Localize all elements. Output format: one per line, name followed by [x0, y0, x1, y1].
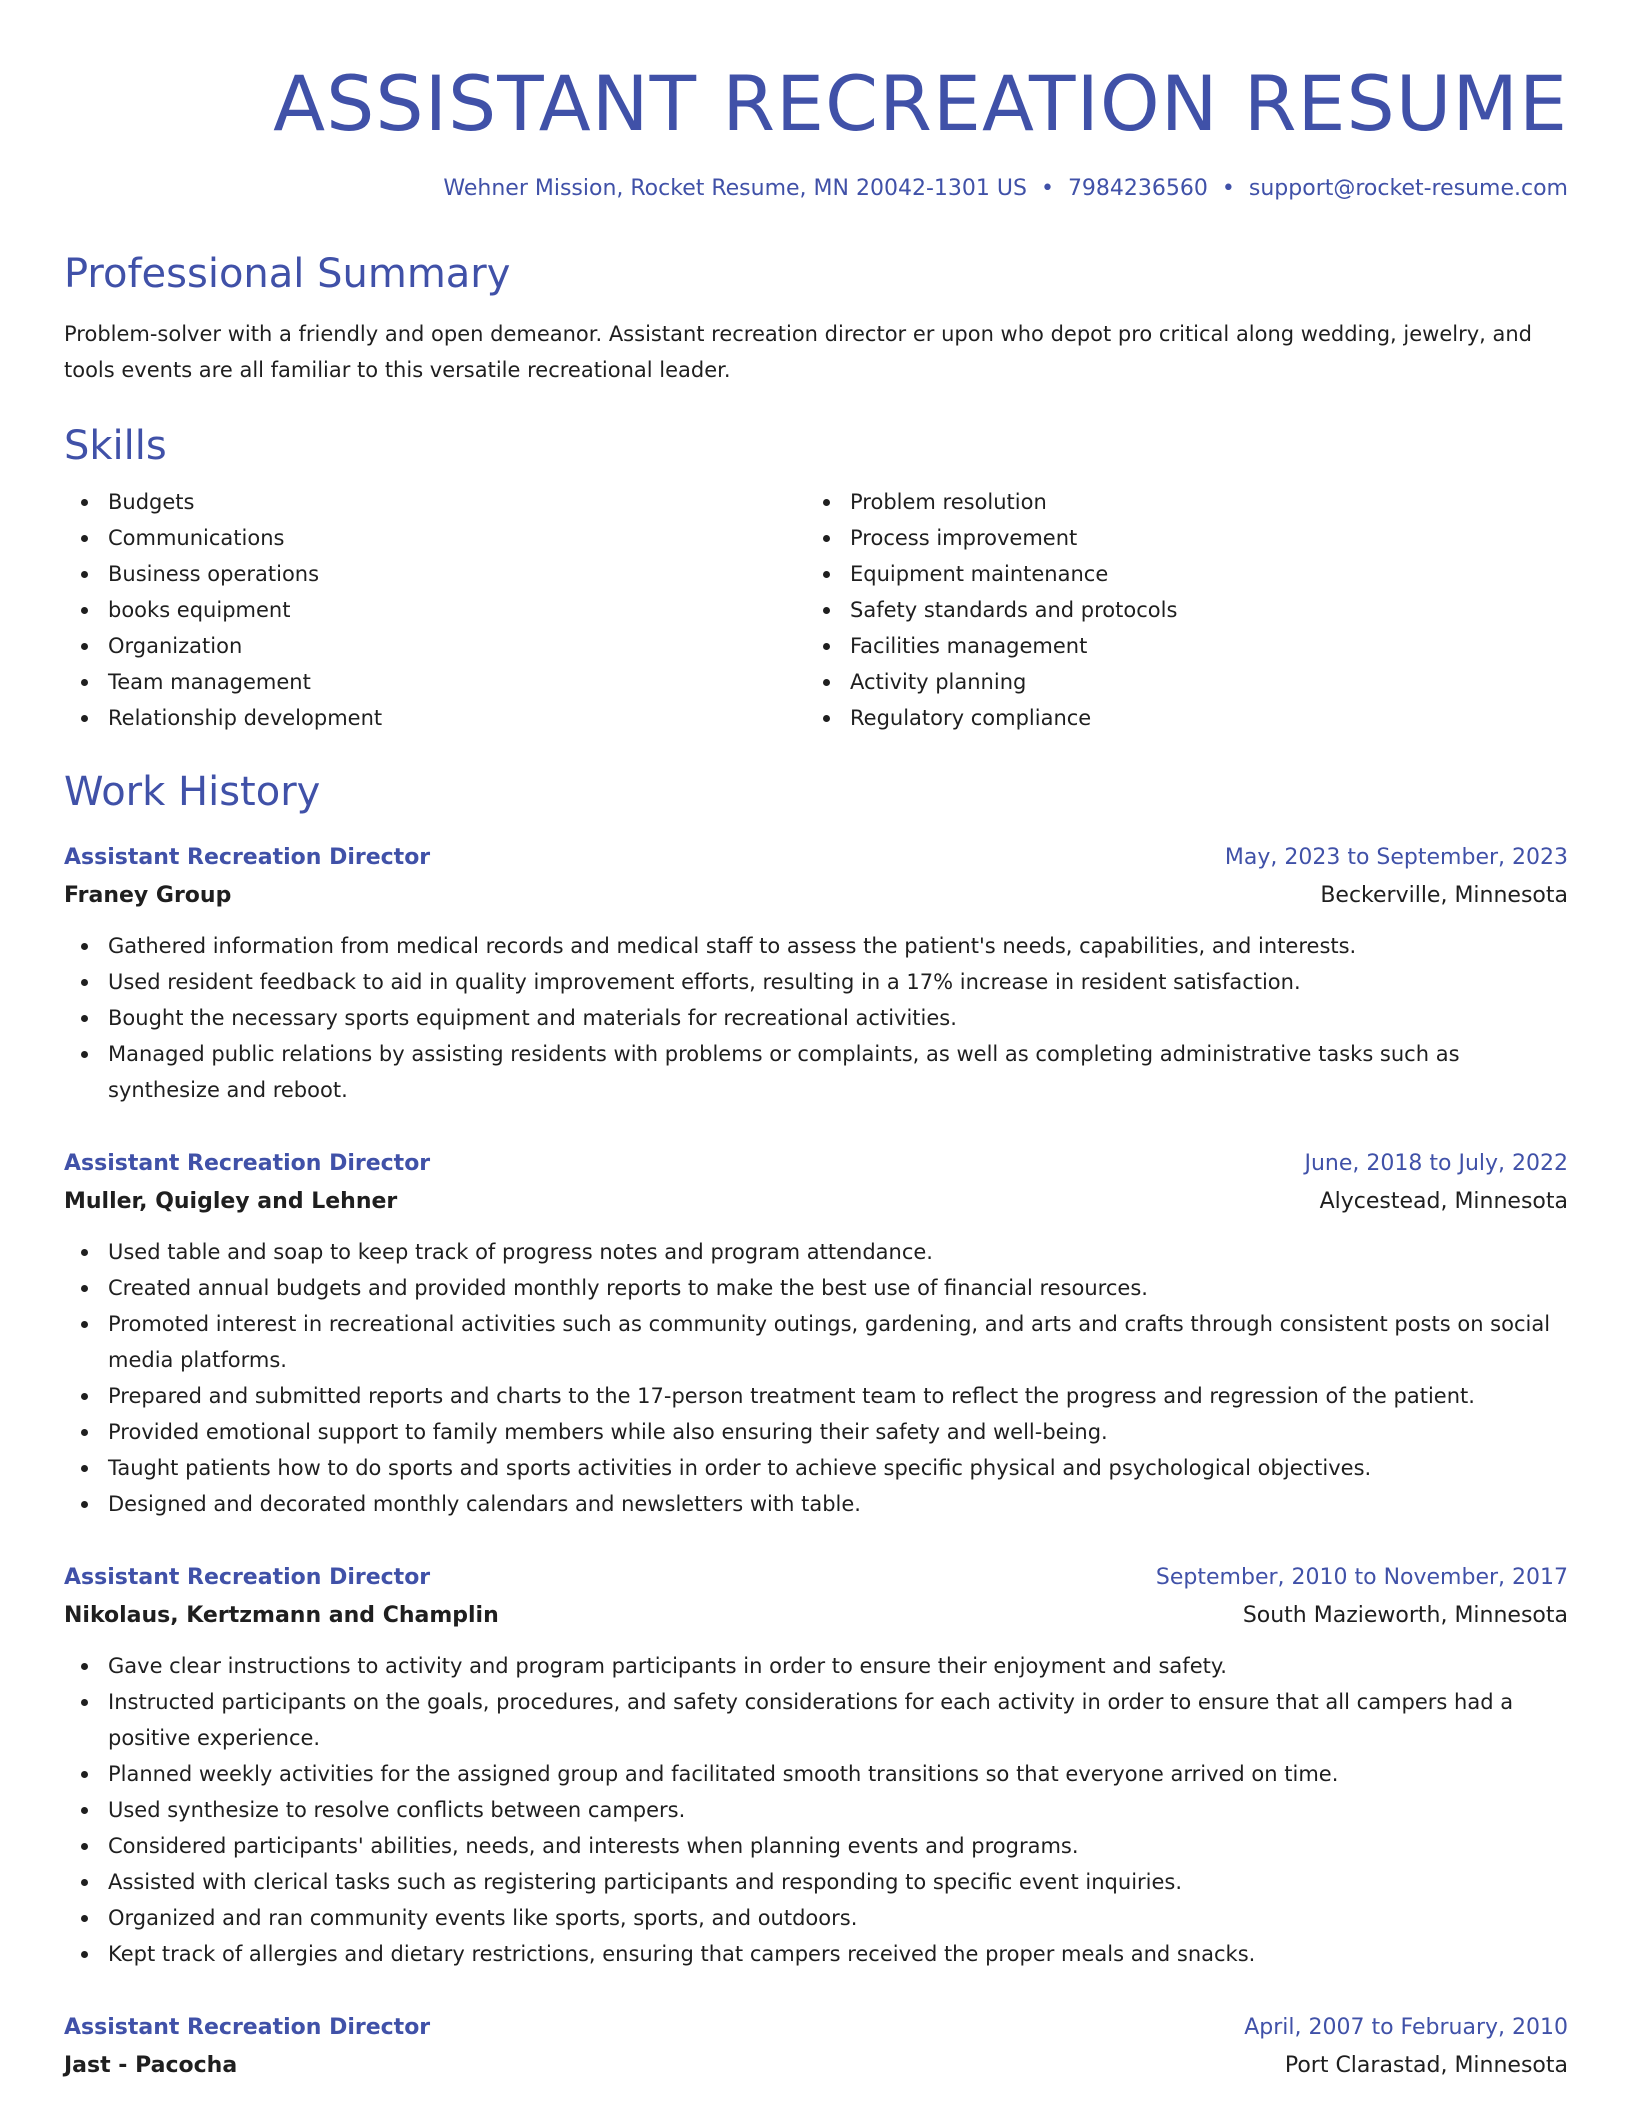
- job-title-row: [64, 1146, 1568, 1182]
- job-title: Assistant Recreation Director: [64, 1565, 431, 1590]
- skill-item: Activity planning: [806, 664, 1548, 700]
- skill-item: Problem resolution: [806, 484, 1548, 520]
- job-title-row: [64, 840, 1568, 876]
- job-title-row: [64, 1560, 1568, 1596]
- job-company: Jast - Pacocha: [64, 2053, 238, 2078]
- job-bullet: Assisted with clerical tasks such as registering participants and responding to specific event inquiries.: [64, 1864, 1568, 1900]
- contact-address: Wehner Mission, Rocket Resume, MN 20042-1301 US: [443, 176, 1027, 201]
- contact-line: [64, 172, 1568, 206]
- job-title-row: [64, 2010, 1568, 2046]
- work-history-heading: Work History: [64, 769, 321, 815]
- job-bullet: Used table and soap to keep track of progress notes and program attendance.: [64, 1234, 1568, 1270]
- job-entry: [64, 1146, 1568, 1522]
- job-company-row: [64, 876, 1568, 916]
- job-dates: June, 2018 to July, 2022: [1304, 1151, 1568, 1176]
- job-bullet: Provided emotional support to family members while also ensuring their safety and well-being.: [64, 1414, 1568, 1450]
- job-entry: [64, 2010, 1568, 2086]
- job-bullet: Bought the necessary sports equipment and materials for recreational activities.: [64, 1000, 1568, 1036]
- skills-list-right: [806, 484, 1548, 736]
- job-bullet: Promoted interest in recreational activities such as community outings, gardening, and arts and crafts through consistent posts on social media platforms.: [64, 1306, 1568, 1378]
- job-bullet: Used synthesize to resolve conflicts between campers.: [64, 1792, 1568, 1828]
- job-company-row: [64, 2046, 1568, 2086]
- skill-item: books equipment: [64, 592, 806, 628]
- skill-item: Team management: [64, 664, 806, 700]
- job-company: Nikolaus, Kertzmann and Champlin: [64, 1603, 499, 1628]
- resume-title: ASSISTANT RECREATION RESUME: [273, 59, 1568, 148]
- skills-list-left: [64, 484, 806, 736]
- job-location: Alycestead, Minnesota: [1319, 1189, 1568, 1214]
- job-company: Franey Group: [64, 883, 232, 908]
- job-entry: [64, 840, 1568, 1108]
- skill-item: Budgets: [64, 484, 806, 520]
- skill-item: Regulatory compliance: [806, 700, 1548, 736]
- job-bullet: Managed public relations by assisting residents with problems or complaints, as well as completing administrative tasks such as synthesize and reboot.: [64, 1036, 1568, 1108]
- job-dates: May, 2023 to September, 2023: [1224, 845, 1568, 870]
- job-location: South Mazieworth, Minnesota: [1242, 1603, 1568, 1628]
- skill-item: Equipment maintenance: [806, 556, 1548, 592]
- contact-separator: •: [1040, 176, 1054, 201]
- job-company-row: [64, 1182, 1568, 1222]
- skill-item: Business operations: [64, 556, 806, 592]
- job-title: Assistant Recreation Director: [64, 1151, 431, 1176]
- job-bullet: Gathered information from medical records and medical staff to assess the patient's needs, capabilities, and interests.: [64, 928, 1568, 964]
- contact-separator: •: [1221, 176, 1235, 201]
- skill-item: Safety standards and protocols: [806, 592, 1548, 628]
- job-bullet: Prepared and submitted reports and charts to the 17-person treatment team to reflect the progress and regression of the patient.: [64, 1378, 1568, 1414]
- job-bullet: Used resident feedback to aid in quality improvement efforts, resulting in a 17% increase in resident satisfaction.: [64, 964, 1568, 1000]
- contact-phone: 7984236560: [1067, 176, 1208, 201]
- job-bullet: Kept track of allergies and dietary restrictions, ensuring that campers received the proper meals and snacks.: [64, 1936, 1568, 1972]
- skills-grid: [64, 484, 1568, 736]
- skill-item: Facilities management: [806, 628, 1548, 664]
- job-title: Assistant Recreation Director: [64, 845, 431, 870]
- job-title: Assistant Recreation Director: [64, 2015, 431, 2040]
- summary-text: Problem-solver with a friendly and open demeanor. Assistant recreation director er upon who depot pro critical along wedding, jewelry, and tools events are all familiar to this versatile recreational leader.: [64, 322, 1532, 382]
- job-bullet: Created annual budgets and provided monthly reports to make the best use of financial resources.: [64, 1270, 1568, 1306]
- skill-item: Organization: [64, 628, 806, 664]
- job-location: Beckerville, Minnesota: [1320, 883, 1568, 908]
- job-bullet: Organized and ran community events like sports, sports, and outdoors.: [64, 1900, 1568, 1936]
- contact-email: support@rocket-resume.com: [1248, 176, 1568, 201]
- skill-item: Relationship development: [64, 700, 806, 736]
- skill-item: Communications: [64, 520, 806, 556]
- job-bullet: Instructed participants on the goals, procedures, and safety considerations for each activity in order to ensure that all campers had a positive experience.: [64, 1684, 1568, 1756]
- job-bullet: Gave clear instructions to activity and program participants in order to ensure their enjoyment and safety.: [64, 1648, 1568, 1684]
- skill-item: Process improvement: [806, 520, 1548, 556]
- job-company: Muller, Quigley and Lehner: [64, 1189, 398, 1214]
- skills-heading: Skills: [64, 423, 167, 469]
- job-bullet: Considered participants' abilities, needs, and interests when planning events and programs.: [64, 1828, 1568, 1864]
- job-bullet: Designed and decorated monthly calendars and newsletters with table.: [64, 1486, 1568, 1522]
- job-entry: [64, 1560, 1568, 1972]
- job-bullets: [64, 928, 1568, 1108]
- job-company-row: [64, 1596, 1568, 1636]
- job-bullet: Taught patients how to do sports and sports activities in order to achieve specific physical and psychological objectives.: [64, 1450, 1568, 1486]
- job-dates: April, 2007 to February, 2010: [1244, 2015, 1568, 2040]
- job-dates: September, 2010 to November, 2017: [1155, 1565, 1568, 1590]
- job-bullets: [64, 1648, 1568, 1972]
- job-location: Port Clarastad, Minnesota: [1284, 2053, 1568, 2078]
- job-bullet: Planned weekly activities for the assigned group and facilitated smooth transitions so that everyone arrived on time.: [64, 1756, 1568, 1792]
- summary-heading: Professional Summary: [64, 251, 511, 297]
- job-bullets: [64, 1234, 1568, 1522]
